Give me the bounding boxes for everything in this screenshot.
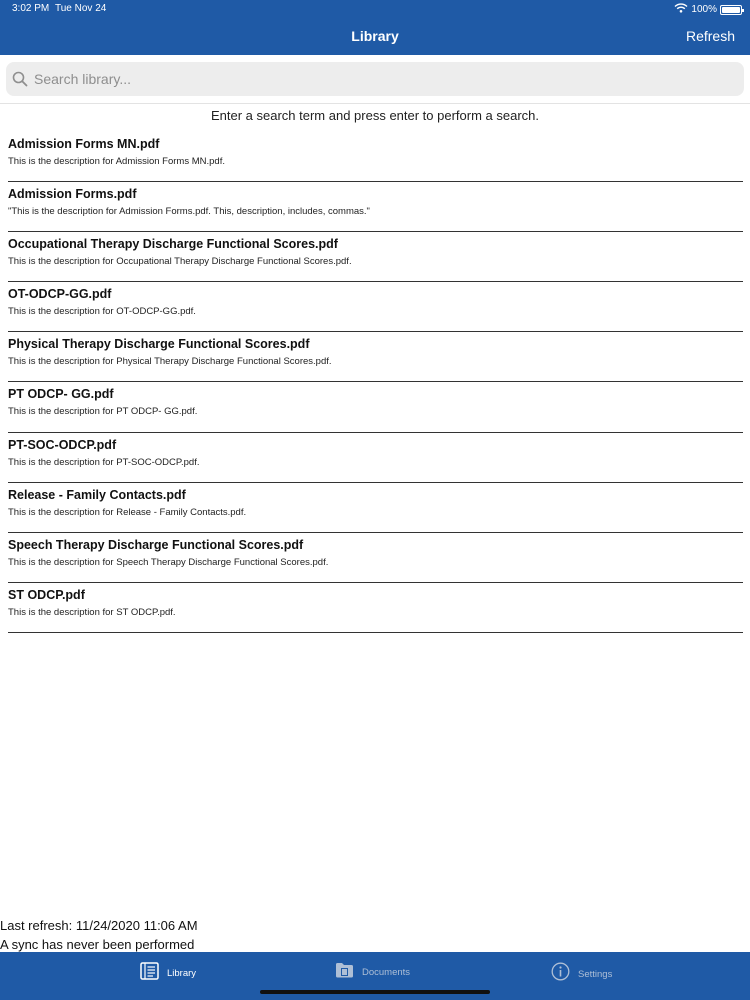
home-indicator[interactable]	[260, 990, 490, 994]
document-description: "This is the description for Admission Forms.pdf. This, description, includes, commas."	[8, 206, 370, 218]
document-description: This is the description for Physical Therapy Discharge Functional Scores.pdf.	[8, 356, 332, 368]
document-description: This is the description for Admission Forms MN.pdf.	[8, 156, 225, 167]
list-item[interactable]	[8, 332, 743, 382]
wifi-icon	[674, 3, 688, 16]
list-item[interactable]	[8, 132, 743, 182]
search-divider	[0, 103, 750, 104]
folder-icon	[335, 962, 354, 983]
document-description: This is the description for Speech Therapy Discharge Functional Scores.pdf.	[8, 556, 329, 568]
document-title: Physical Therapy Discharge Functional Scores.pdf	[8, 337, 310, 352]
status-date: Tue Nov 24	[55, 3, 107, 14]
search-input[interactable]	[34, 71, 744, 87]
sync-status-text: A sync has never been performed	[0, 937, 195, 952]
tab-label: Settings	[578, 968, 613, 980]
refresh-button[interactable]: Refresh	[685, 28, 735, 44]
library-icon	[140, 962, 159, 985]
list-item[interactable]	[8, 382, 743, 432]
document-description: This is the description for PT ODCP- GG.pdf.	[8, 406, 198, 418]
page-title: Library	[351, 28, 399, 44]
tab-library[interactable]	[140, 962, 196, 985]
document-description: This is the description for ST ODCP.pdf.	[8, 606, 176, 618]
list-item[interactable]	[8, 483, 743, 533]
list-item[interactable]	[8, 282, 743, 332]
battery-icon	[720, 5, 742, 15]
battery-percent: 100%	[691, 4, 717, 15]
document-title: Speech Therapy Discharge Functional Scores.pdf	[8, 537, 304, 552]
document-title: Release - Family Contacts.pdf	[8, 487, 186, 502]
document-title: Occupational Therapy Discharge Functional Scores.pdf	[8, 237, 338, 252]
document-title: ST ODCP.pdf	[8, 587, 85, 602]
list-item[interactable]	[8, 533, 743, 583]
list-item[interactable]	[8, 182, 743, 232]
list-item[interactable]	[8, 232, 743, 282]
document-description: This is the description for Occupational Therapy Discharge Functional Scores.pdf.	[8, 256, 352, 268]
navigation-bar	[0, 0, 750, 55]
search-hint: Enter a search term and press enter to perform a search.	[210, 108, 540, 123]
list-item[interactable]	[8, 433, 743, 483]
list-item[interactable]	[8, 583, 743, 633]
search-icon	[12, 71, 34, 87]
document-description: This is the description for Release - Family Contacts.pdf.	[8, 506, 247, 518]
document-title: OT-ODCP-GG.pdf	[8, 287, 112, 302]
tab-label: Library	[167, 968, 197, 979]
last-refresh-text: Last refresh: 11/24/2020 11:06 AM	[0, 918, 198, 933]
tab-documents[interactable]	[335, 962, 410, 983]
document-title: PT-SOC-ODCP.pdf	[8, 437, 117, 452]
document-description: This is the description for PT-SOC-ODCP.pdf.	[8, 456, 200, 468]
document-description: This is the description for OT-ODCP-GG.pdf.	[8, 306, 196, 318]
document-list	[8, 132, 743, 633]
tab-label: Documents	[362, 967, 411, 978]
document-title: Admission Forms.pdf	[8, 187, 137, 202]
status-indicators	[674, 3, 742, 16]
tab-settings[interactable]	[551, 962, 612, 986]
document-title: Admission Forms MN.pdf	[8, 137, 160, 151]
info-icon	[551, 962, 570, 986]
search-bar[interactable]	[6, 62, 744, 96]
document-title: PT ODCP- GG.pdf	[8, 387, 114, 402]
status-time: 3:02 PM	[12, 3, 50, 14]
